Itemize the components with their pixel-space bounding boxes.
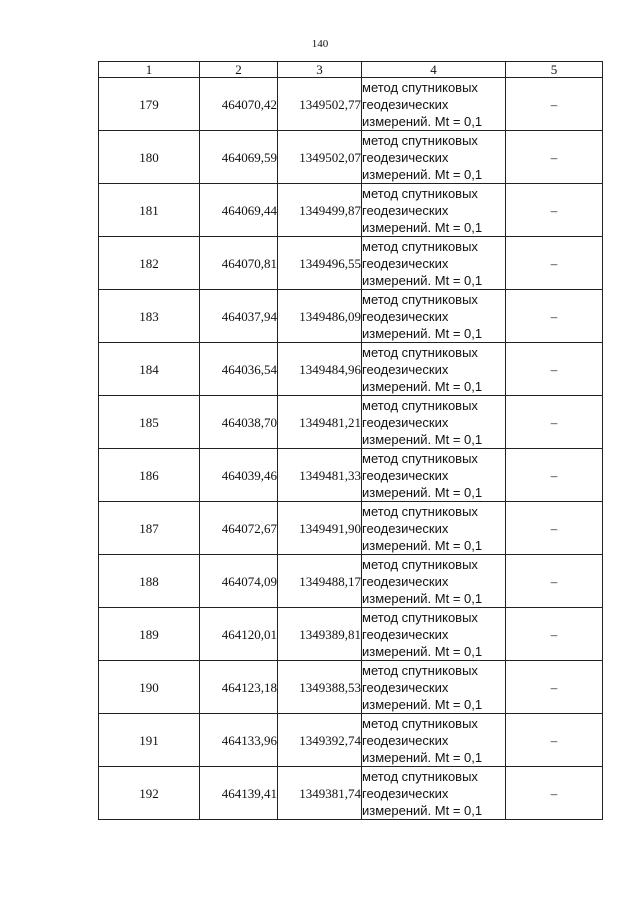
method-line: геодезических — [362, 96, 449, 112]
coordinates-table — [98, 61, 603, 820]
method-line: метод спутниковых — [362, 238, 478, 254]
table-row — [99, 555, 603, 608]
method-line: геодезических — [362, 361, 449, 377]
x-coordinate-cell: 464120,01 — [200, 608, 278, 661]
y-coordinate-cell: 1349484,96 — [278, 343, 362, 396]
point-number-cell: 192 — [99, 767, 200, 820]
y-coordinate-cell: 1349502,77 — [278, 78, 362, 131]
table-row — [99, 290, 603, 343]
method-line: измерений. Mt = 0,1 — [362, 643, 483, 659]
x-coordinate-cell: 464139,41 — [200, 767, 278, 820]
column-header-1: 1 — [99, 62, 200, 78]
note-cell: – — [506, 237, 603, 290]
method-line: измерений. Mt = 0,1 — [362, 272, 483, 288]
method-line: метод спутниковых — [362, 450, 478, 466]
method-cell — [362, 131, 506, 184]
column-header-3: 3 — [278, 62, 362, 78]
x-coordinate-cell: 464072,67 — [200, 502, 278, 555]
method-line: измерений. Mt = 0,1 — [362, 166, 483, 182]
table-row — [99, 396, 603, 449]
note-cell: – — [506, 608, 603, 661]
point-number-cell: 184 — [99, 343, 200, 396]
method-cell — [362, 502, 506, 555]
method-cell — [362, 78, 506, 131]
method-line: измерений. Mt = 0,1 — [362, 484, 483, 500]
column-header-4: 4 — [362, 62, 506, 78]
method-line: измерений. Mt = 0,1 — [362, 590, 483, 606]
y-coordinate-cell: 1349481,33 — [278, 449, 362, 502]
method-line: геодезических — [362, 414, 449, 430]
x-coordinate-cell: 464037,94 — [200, 290, 278, 343]
method-line: метод спутниковых — [362, 185, 478, 201]
x-coordinate-cell: 464036,54 — [200, 343, 278, 396]
note-cell: – — [506, 290, 603, 343]
note-cell: – — [506, 184, 603, 237]
method-line: измерений. Mt = 0,1 — [362, 325, 483, 341]
method-cell — [362, 714, 506, 767]
method-cell — [362, 767, 506, 820]
table-row — [99, 343, 603, 396]
note-cell: – — [506, 396, 603, 449]
method-line: метод спутниковых — [362, 715, 478, 731]
method-line: геодезических — [362, 626, 449, 642]
note-cell: – — [506, 131, 603, 184]
point-number-cell: 187 — [99, 502, 200, 555]
method-cell — [362, 608, 506, 661]
method-line: метод спутниковых — [362, 609, 478, 625]
method-line: метод спутниковых — [362, 397, 478, 413]
point-number-cell: 183 — [99, 290, 200, 343]
table-row — [99, 449, 603, 502]
table-row — [99, 78, 603, 131]
point-number-cell: 181 — [99, 184, 200, 237]
page-number: 140 — [311, 38, 329, 50]
table-row — [99, 184, 603, 237]
point-number-cell: 180 — [99, 131, 200, 184]
method-line: геодезических — [362, 467, 449, 483]
note-cell: – — [506, 714, 603, 767]
x-coordinate-cell: 464069,44 — [200, 184, 278, 237]
y-coordinate-cell: 1349392,74 — [278, 714, 362, 767]
method-line: геодезических — [362, 308, 449, 324]
method-line: метод спутниковых — [362, 79, 478, 95]
table-header-row — [99, 62, 603, 78]
point-number-cell: 190 — [99, 661, 200, 714]
note-cell: – — [506, 555, 603, 608]
method-line: геодезических — [362, 732, 449, 748]
table-row — [99, 237, 603, 290]
y-coordinate-cell: 1349488,17 — [278, 555, 362, 608]
point-number-cell: 189 — [99, 608, 200, 661]
x-coordinate-cell: 464069,59 — [200, 131, 278, 184]
table-body — [99, 78, 603, 820]
point-number-cell: 185 — [99, 396, 200, 449]
y-coordinate-cell: 1349499,87 — [278, 184, 362, 237]
method-line: геодезических — [362, 255, 449, 271]
x-coordinate-cell: 464038,70 — [200, 396, 278, 449]
point-number-cell: 186 — [99, 449, 200, 502]
x-coordinate-cell: 464074,09 — [200, 555, 278, 608]
method-line: геодезических — [362, 785, 449, 801]
method-line: измерений. Mt = 0,1 — [362, 378, 483, 394]
table-row — [99, 502, 603, 555]
note-cell: – — [506, 78, 603, 131]
y-coordinate-cell: 1349486,09 — [278, 290, 362, 343]
method-line: геодезических — [362, 679, 449, 695]
method-line: геодезических — [362, 573, 449, 589]
y-coordinate-cell: 1349496,55 — [278, 237, 362, 290]
y-coordinate-cell: 1349481,21 — [278, 396, 362, 449]
method-line: геодезических — [362, 520, 449, 536]
x-coordinate-cell: 464123,18 — [200, 661, 278, 714]
x-coordinate-cell: 464133,96 — [200, 714, 278, 767]
y-coordinate-cell: 1349491,90 — [278, 502, 362, 555]
table-row — [99, 131, 603, 184]
method-line: измерений. Mt = 0,1 — [362, 749, 483, 765]
method-line: метод спутниковых — [362, 662, 478, 678]
point-number-cell: 179 — [99, 78, 200, 131]
note-cell: – — [506, 343, 603, 396]
column-header-5: 5 — [506, 62, 603, 78]
note-cell: – — [506, 767, 603, 820]
method-line: измерений. Mt = 0,1 — [362, 696, 483, 712]
y-coordinate-cell: 1349502,07 — [278, 131, 362, 184]
y-coordinate-cell: 1349381,74 — [278, 767, 362, 820]
method-line: измерений. Mt = 0,1 — [362, 802, 483, 818]
method-cell — [362, 237, 506, 290]
point-number-cell: 182 — [99, 237, 200, 290]
note-cell: – — [506, 502, 603, 555]
note-cell: – — [506, 449, 603, 502]
method-line: измерений. Mt = 0,1 — [362, 431, 483, 447]
method-cell — [362, 555, 506, 608]
method-line: метод спутниковых — [362, 503, 478, 519]
table-row — [99, 767, 603, 820]
note-cell: – — [506, 661, 603, 714]
table-row — [99, 608, 603, 661]
method-line: метод спутниковых — [362, 132, 478, 148]
method-cell — [362, 184, 506, 237]
method-cell — [362, 343, 506, 396]
method-line: метод спутниковых — [362, 344, 478, 360]
table-row — [99, 714, 603, 767]
method-line: геодезических — [362, 202, 449, 218]
method-cell — [362, 396, 506, 449]
x-coordinate-cell: 464039,46 — [200, 449, 278, 502]
table-row — [99, 661, 603, 714]
x-coordinate-cell: 464070,81 — [200, 237, 278, 290]
method-cell — [362, 290, 506, 343]
method-line: метод спутниковых — [362, 768, 478, 784]
x-coordinate-cell: 464070,42 — [200, 78, 278, 131]
column-header-2: 2 — [200, 62, 278, 78]
point-number-cell: 188 — [99, 555, 200, 608]
method-cell — [362, 449, 506, 502]
method-cell — [362, 661, 506, 714]
method-line: измерений. Mt = 0,1 — [362, 219, 483, 235]
y-coordinate-cell: 1349389,81 — [278, 608, 362, 661]
y-coordinate-cell: 1349388,53 — [278, 661, 362, 714]
point-number-cell: 191 — [99, 714, 200, 767]
method-line: метод спутниковых — [362, 291, 478, 307]
method-line: измерений. Mt = 0,1 — [362, 537, 483, 553]
method-line: метод спутниковых — [362, 556, 478, 572]
method-line: измерений. Mt = 0,1 — [362, 113, 483, 129]
method-line: геодезических — [362, 149, 449, 165]
